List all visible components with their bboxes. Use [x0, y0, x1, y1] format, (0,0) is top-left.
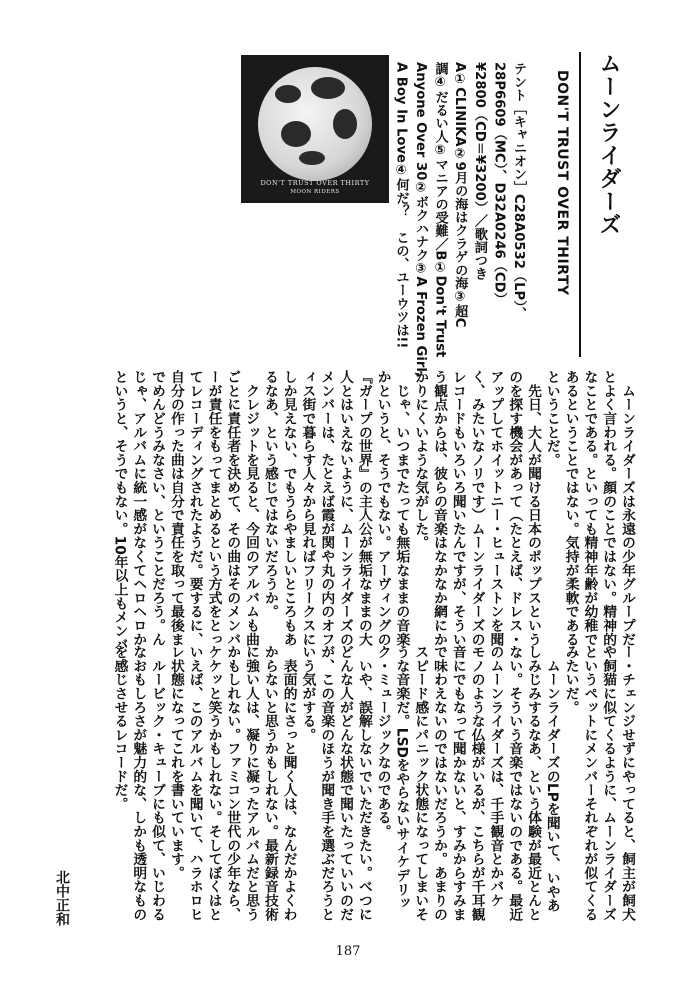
album-cover-image	[241, 55, 389, 203]
cover-shadow-1	[275, 85, 301, 103]
cover-shadow-2	[311, 77, 345, 99]
album-title: DON'T TRUST OVER THIRTY	[554, 70, 570, 296]
cover-shadow-3	[333, 109, 357, 139]
review-body-lower: ー・チェンジせずにやってると、飼主が飼犬 や飼猫に似てくるように、ムーンライダーズ というペットにメンバーそれぞれが似てくる みたいだ。 ムーンライダーズのLPを聞いて、いやあ しみじみするなあ、という体験が最近とんと ない。そういう音楽ではないのである。最近 のムーンライダーズは、千手観音とかバケ モノのような仏様がいるが、こちらが千耳観 音にでもなって聞かないと、すみからすみま で味わえないのではないだろうか。あまりの スピード感にパニック状態になってしまいそ うな音楽だ。LSDをやらないサイケデリッ ク・ミュージックなのである。 いや、誤解しないでいただきたい。べつに どんな人がどんな状態で聞いたっていいのだ が、この音楽のほうが聞き手を選ぶだろうと いう気がする。 表面的にさっと聞く人は、なんだかよくわ からないと思うかもしれない。最新録音技術 に強い人は、凝りに凝ったアルバムだと思う かもしれない。ファミコン世代の少年なら、 ケケッと笑うかもしれない。そしてぼくはと いえば、このアルバムを聞いて、ハラホロヒ レ状態になってこれを書いています。 ルービック・キューブにも似て、いじわる なおもしろさが魅力的な、しかも透明なもの を感じさせるレコードだ。	[111, 645, 635, 921]
cover-caption-artist: MOON RIDERS	[290, 189, 340, 195]
review-body-upper: ムーンライダーズは永遠の少年グループだ とよく言われる。顔のことではない。精神的 なことである。といっても精神年齢が幼稚で あるということではない。気持が柔軟である ということだ。 先日、大人が聞ける日本のポップスという のを探す機会があって（たとえば、ドレス・ アップしてホイットニー・ヒューストンを聞 く、みたいなノリです）ムーンライダーズの レコードもいろいろ聞いたんですが、そうい う観点からは、彼らの音楽はなかなか網にか かりにくいような気がした。 じゃ、いつまでたっても無垢なままの音楽 かというと、そうでもない。アーヴィングの 『ガープの世界』の主人公が無垢なままの大 人とはいえないように、ムーンライダーズの メンバーは、たとえば霞が関や丸の内のオフ ィス街で暮らす人々から見ればフリークスに しか見えない、でもうらやましいところもあ るなあ、という感じではないだろうか。 クレジットを見ると、今回のアルバムも曲 ごとに責任者を決めて、その曲はそのメンバ ーが責任をもってまとめるという方式をとっ てレコーディングされたようだ。要するに、 自分の作った曲は自分で責任を取って最後ま でめんどうみなさい、ということだろう。ん じゃ、アルバムに統一感がなくてヘロヘロか というと、そうでもない。10年以上もメンバ	[111, 370, 635, 652]
author-name: 北中正和	[54, 870, 70, 926]
album-credits: テント［キャニオン］C28A0532（LP）、 28P6609（MC）、D32A0246（CD） ¥2800（CD＝¥3200）／歌詞つき A①CLINIKA②9月の海はクラゲの海③超C 調④だるい人⑤マニアの受難／B①Don't Trust Anyone Over 30②ボクハナク③A Frozen Girl, A Boy In Love④何だ？ この、ユーウツは!!	[393, 62, 526, 377]
cover-shadow-4	[281, 121, 311, 147]
cover-shadow-5	[299, 151, 325, 165]
title-rule	[579, 52, 581, 357]
page-number: 187	[335, 944, 361, 959]
cover-caption-title: DON'T TRUST OVER THIRTY	[260, 179, 370, 187]
article-title: ムーンライダーズ	[596, 52, 621, 236]
